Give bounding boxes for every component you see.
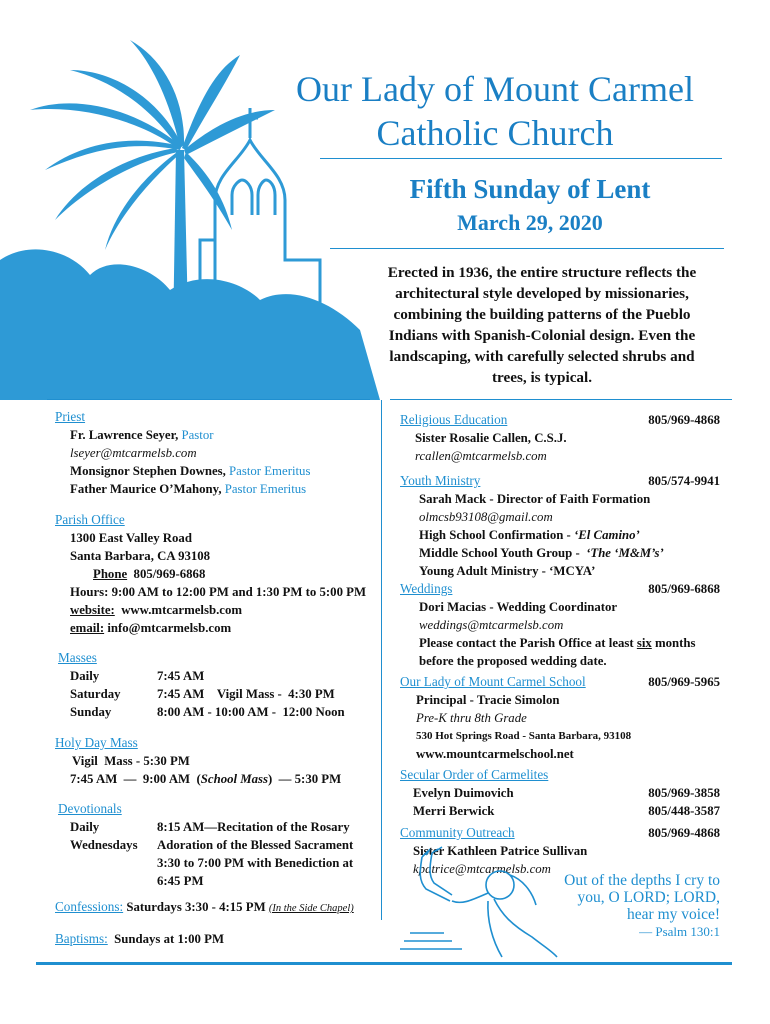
parish-office-heading: Parish Office <box>55 512 125 527</box>
holy-day-vigil: Vigil Mass - 5:30 PM <box>72 754 190 768</box>
psalm-quote: Out of the depths I cry to you, O LORD; LORD, hear my voice! — Psalm 130:1 <box>530 872 720 940</box>
religious-ed-name: Sister Rosalie Callen, C.S.J. <box>415 431 567 445</box>
school-address: 530 Hot Springs Road - Santa Barbara, 93108 <box>416 730 632 742</box>
church-name-line1: Our Lady of Mount Carmel <box>296 69 694 109</box>
baptisms-line: Baptisms: Sundays at 1:00 PM <box>55 931 225 946</box>
youth-header: Youth Ministry 805/574-9941 <box>400 473 720 488</box>
youth-email[interactable]: olmcsb93108@gmail.com <box>419 510 553 524</box>
bottom-rule <box>36 962 732 965</box>
outreach-name: Sister Kathleen Patrice Sullivan <box>413 844 588 858</box>
devotional-wednesday: Wednesdays Adoration of the Blessed Sacrament <box>70 838 354 852</box>
office-address-1: 1300 East Valley Road <box>70 531 192 545</box>
priest-heading: Priest <box>55 409 86 424</box>
date-heading: March 29, 2020 <box>457 210 603 235</box>
office-phone: Phone 805/969-6868 <box>93 567 206 581</box>
school-grades: Pre-K thru 8th Grade <box>416 711 527 725</box>
youth-young-adult: Young Adult Ministry - ‘MCYA’ <box>419 564 596 578</box>
religious-ed-header: Religious Education 805/969-4868 <box>400 412 720 427</box>
pastor-emeritus-1: Monsignor Stephen Downes, Pastor Emeritus <box>70 464 311 478</box>
date-divider <box>330 248 724 249</box>
devotionals-heading: Devotionals <box>58 801 122 816</box>
office-email[interactable]: email: info@mtcarmelsb.com <box>70 621 232 635</box>
psalm-citation: — Psalm 130:1 <box>639 924 720 939</box>
wedding-coordinator: Dori Macias - Wedding Coordinator <box>419 600 618 614</box>
devotional-daily: Daily 8:15 AM—Recitation of the Rosary <box>70 820 350 834</box>
pastor-emeritus-2: Father Maurice O’Mahony, Pastor Emeritus <box>70 482 307 496</box>
carmelite-contact-2: Merri Berwick 805/448-3587 <box>413 804 720 818</box>
church-name-line2: Catholic Church <box>376 113 614 153</box>
youth-confirmation: High School Confirmation - ‘El Camino’ <box>419 528 640 542</box>
office-address-2: Santa Barbara, CA 93108 <box>70 549 211 563</box>
weddings-note-2: before the proposed wedding date. <box>419 654 607 668</box>
left-column <box>55 408 380 948</box>
occasion-heading: Fifth Sunday of Lent <box>409 174 651 204</box>
outreach-header: Community Outreach 805/969-4868 <box>400 825 720 840</box>
church-history-text: Erected in 1936, the entire structure reflects the architectural style developed by missionaries, combining the building patterns of the Pueblo Indians with Spanish-Colonial design. Even the landscaping, with carefully selected shrubs and trees, is typical. <box>387 264 697 386</box>
youth-director: Sarah Mack - Director of Faith Formation <box>419 492 651 506</box>
holy-day-heading: Holy Day Mass <box>55 735 138 750</box>
devotional-wednesday-line3: 6:45 PM <box>157 874 204 888</box>
religious-ed-email[interactable]: rcallen@mtcarmelsb.com <box>415 449 547 463</box>
column-divider <box>381 400 382 920</box>
title-divider <box>320 158 722 159</box>
mass-row: Daily 7:45 AM <box>70 669 205 683</box>
school-principal: Principal - Tracie Simolon <box>416 693 560 707</box>
mass-row: Sunday 8:00 AM - 10:00 AM - 12:00 Noon <box>70 705 345 719</box>
weddings-email[interactable]: weddings@mtcarmelsb.com <box>419 618 564 632</box>
mass-row: Saturday 7:45 AM Vigil Mass - 4:30 PM <box>70 687 335 701</box>
school-header: Our Lady of Mount Carmel School 805/969-5965 <box>400 674 720 689</box>
office-hours: Hours: 9:00 AM to 12:00 PM and 1:30 PM to 5:00 PM <box>70 585 367 599</box>
confessions-line: Confessions: Saturdays 3:30 - 4:15 PM (In the Side Chapel) <box>55 899 354 914</box>
carmelite-contact-1: Evelyn Duimovich 805/969-3858 <box>413 786 720 800</box>
holy-day-times: 7:45 AM — 9:00 AM (School Mass) — 5:30 PM <box>70 772 342 786</box>
weddings-header: Weddings 805/969-6868 <box>400 581 720 596</box>
top-rule-left <box>47 399 370 400</box>
youth-middle-school: Middle School Youth Group - ‘The ‘M&M’s’ <box>419 546 664 560</box>
weddings-note-1: Please contact the Parish Office at least six months <box>419 636 696 650</box>
devotional-wednesday-line2: 3:30 to 7:00 PM with Benediction at <box>157 856 354 870</box>
school-website[interactable]: www.mountcarmelschool.net <box>416 747 574 761</box>
masses-heading: Masses <box>58 650 97 665</box>
pastor-line: Fr. Lawrence Seyer, Pastor <box>70 428 214 442</box>
carmelites-header: Secular Order of Carmelites <box>400 767 549 782</box>
office-website[interactable]: website: www.mtcarmelsb.com <box>70 603 243 617</box>
pastor-email[interactable]: lseyer@mtcarmelsb.com <box>70 446 197 460</box>
right-column <box>400 411 720 878</box>
outreach-email[interactable]: kpatrice@mtcarmelsb.com <box>413 862 551 876</box>
top-rule-right <box>390 399 732 400</box>
